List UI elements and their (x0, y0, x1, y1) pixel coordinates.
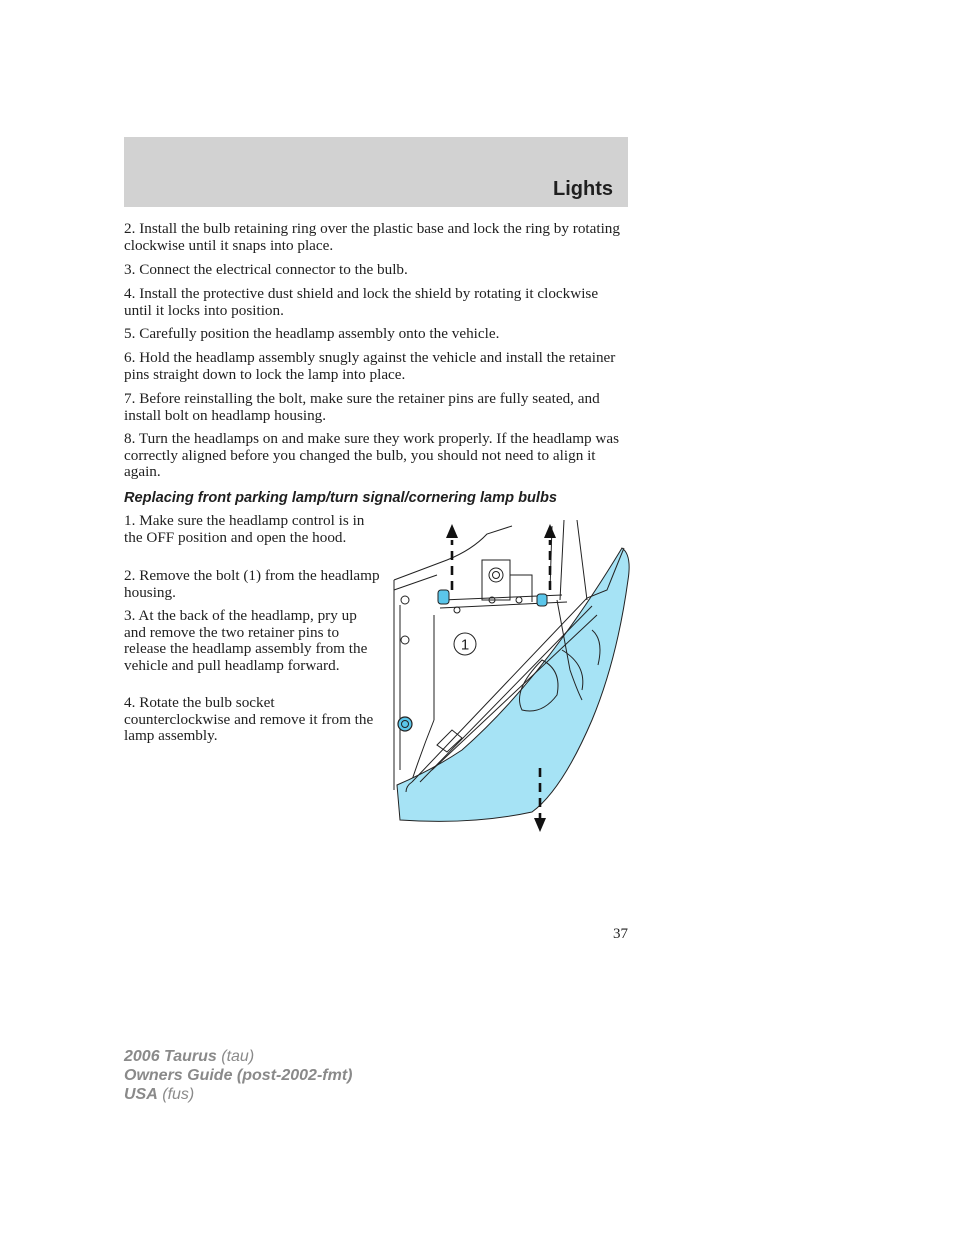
step-install-retainer-pins: 6. Hold the headlamp assembly snugly against the vehicle and install the retainer pins straight down to lock the lamp into place. (124, 349, 616, 383)
retainer-pin-right (537, 594, 547, 606)
side-step-headlamp-control: 1. Make sure the headlamp control is in the OFF position and open the hood. (124, 512, 365, 546)
step-connect-electrical: 3. Connect the electrical connector to the bulb. (124, 261, 408, 278)
section-header-band (124, 137, 628, 207)
document-footer (124, 1047, 352, 1104)
callout-number: 1 (460, 636, 470, 654)
step-check-headlamps: 8. Turn the headlamps on and make sure they work properly. If the headlamp was correctly aligned before you changed the bulb, you should not need to align it again. (124, 430, 620, 480)
step-position-headlamp: 5. Carefully position the headlamp assembly onto the vehicle. (124, 325, 500, 342)
step-install-dust-shield: 4. Install the protective dust shield and lock the shield by rotating it clockwise until it locks into position. (124, 285, 599, 319)
section-title: Lights (553, 178, 613, 200)
footer-model-code: (tau) (221, 1048, 255, 1065)
footer-market-code: (fus) (162, 1086, 195, 1103)
section-heading: Replacing front parking lamp/turn signal/cornering lamp bulbs (124, 490, 557, 506)
page-number: 37 (613, 926, 628, 942)
footer-guide: Owners Guide (post-2002-fmt) (124, 1067, 353, 1084)
step-install-retaining-ring: 2. Install the bulb retaining ring over the plastic base and lock the ring by rotating clockwise until it snaps into place. (124, 220, 620, 254)
side-step-rotate-socket: 4. Rotate the bulb socket counterclockwise and remove it from the lamp assembly. (124, 694, 374, 744)
headlamp-bolt (398, 717, 412, 731)
headlamp-removal-figure (392, 520, 632, 832)
footer-market: USA (124, 1086, 158, 1103)
footer-model: 2006 Taurus (124, 1048, 217, 1065)
headlamp-lens (397, 548, 629, 821)
retainer-pin-left (438, 590, 449, 604)
step-reinstall-bolt: 7. Before reinstalling the bolt, make sure the retainer pins are fully seated, and install bolt on headlamp housing. (124, 390, 600, 424)
side-step-remove-bolt: 2. Remove the bolt (1) from the headlamp housing. (124, 567, 380, 601)
side-step-remove-pins: 3. At the back of the headlamp, pry up and remove the two retainer pins to release the headlamp assembly from the vehicle and pull headlamp forward. (124, 607, 368, 674)
